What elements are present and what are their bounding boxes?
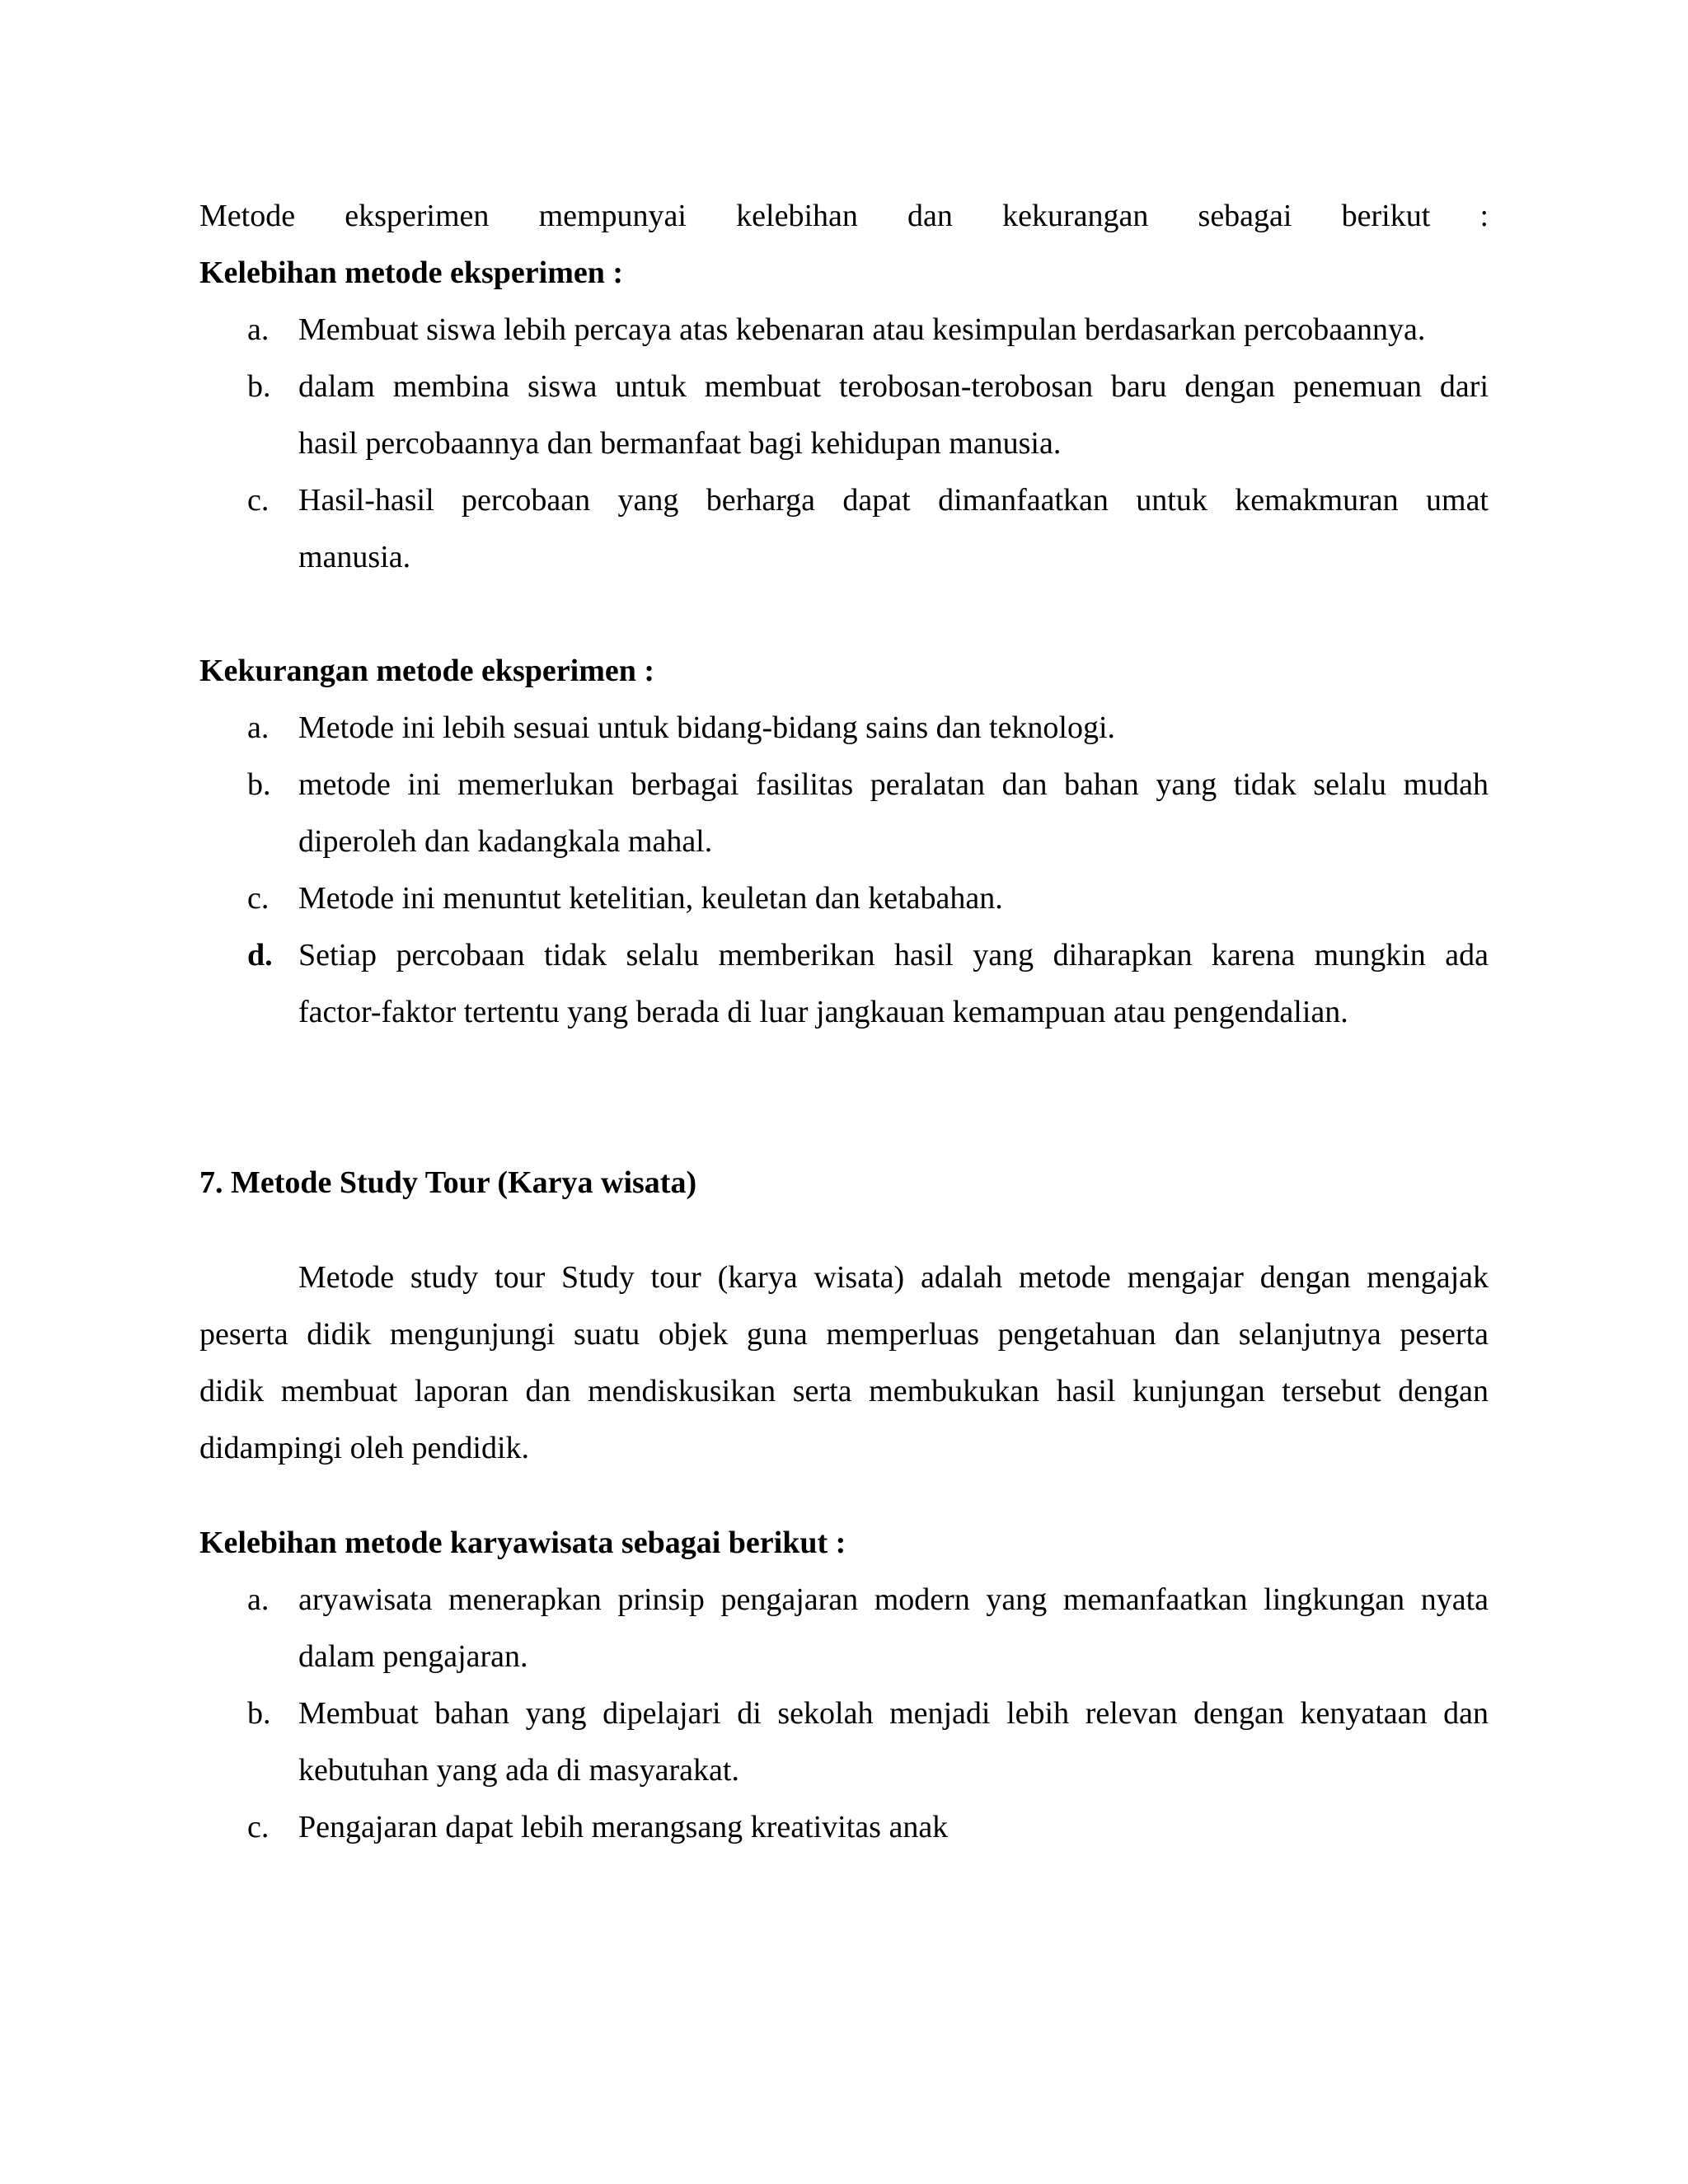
list-item-text: Metode ini menuntut ketelitian, keuletan dan ketabahan. [298,881,1003,916]
list-item-text: kebutuhan yang ada di masyarakat. [298,1753,739,1788]
list-item-text: manusia. [298,540,411,574]
list-item-text: Pengajaran dapat lebih merangsang kreativitas anak [298,1810,949,1844]
document-page [199,0,1489,2184]
kelebihan-karyawisata-heading: Kelebihan metode karyawisata sebagai berikut : [199,1526,846,1560]
intro-line: Metode eksperimen mempunyai kelebihan dan kekurangan sebagai berikut : [199,199,1489,233]
paragraph-line: didik membuat laporan dan mendiskusikan serta membukukan hasil kunjungan tersebut dengan [199,1374,1489,1408]
section-7-heading: 7. Metode Study Tour (Karya wisata) [199,1165,697,1200]
list-item-text: dalam membina siswa untuk membuat terobosan-terobosan baru dengan penemuan dari [298,369,1489,404]
list-item-text: Membuat siswa lebih percaya atas kebenaran atau kesimpulan berdasarkan percobaannya. [298,312,1426,347]
list-marker: b. [247,1696,271,1731]
list-item-text: Hasil-hasil percobaan yang berharga dapat dimanfaatkan untuk kemakmuran umat [298,483,1489,518]
list-marker: b. [247,767,271,802]
list-item-text: Membuat bahan yang dipelajari di sekolah menjadi lebih relevan dengan kenyataan dan [298,1696,1489,1731]
paragraph-line: didampingi oleh pendidik. [199,1431,530,1465]
list-item-text: hasil percobaannya dan bermanfaat bagi kehidupan manusia. [298,426,1062,461]
list-marker: a. [247,312,270,347]
kekurangan-eksperimen-heading: Kekurangan metode eksperimen : [199,654,655,688]
list-item-text: metode ini memerlukan berbagai fasilitas peralatan dan bahan yang tidak selalu mudah [298,767,1489,802]
list-marker: c. [247,881,270,916]
list-marker: b. [247,369,271,404]
list-marker: a. [247,1582,270,1617]
list-item-text: factor-faktor tertentu yang berada di luar jangkauan kemampuan atau pengendalian. [298,995,1348,1029]
list-item-text: Metode ini lebih sesuai untuk bidang-bidang sains dan teknologi. [298,710,1116,745]
list-marker: a. [247,710,270,745]
list-item-text: diperoleh dan kadangkala mahal. [298,824,713,859]
list-marker: c. [247,483,270,518]
paragraph-line: Metode study tour Study tour (karya wisata) adalah metode mengajar dengan mengajak [298,1260,1489,1295]
list-item-text: Setiap percobaan tidak selalu memberikan hasil yang diharapkan karena mungkin ada [298,938,1489,972]
paragraph-line: peserta didik mengunjungi suatu objek guna memperluas pengetahuan dan selanjutnya peserta [199,1317,1489,1352]
list-marker: c. [247,1810,270,1844]
kelebihan-eksperimen-heading: Kelebihan metode eksperimen : [199,255,624,290]
list-item-text: aryawisata menerapkan prinsip pengajaran modern yang memanfaatkan lingkungan nyata [298,1582,1489,1617]
list-marker: d. [247,938,273,972]
list-item-text: dalam pengajaran. [298,1639,528,1674]
